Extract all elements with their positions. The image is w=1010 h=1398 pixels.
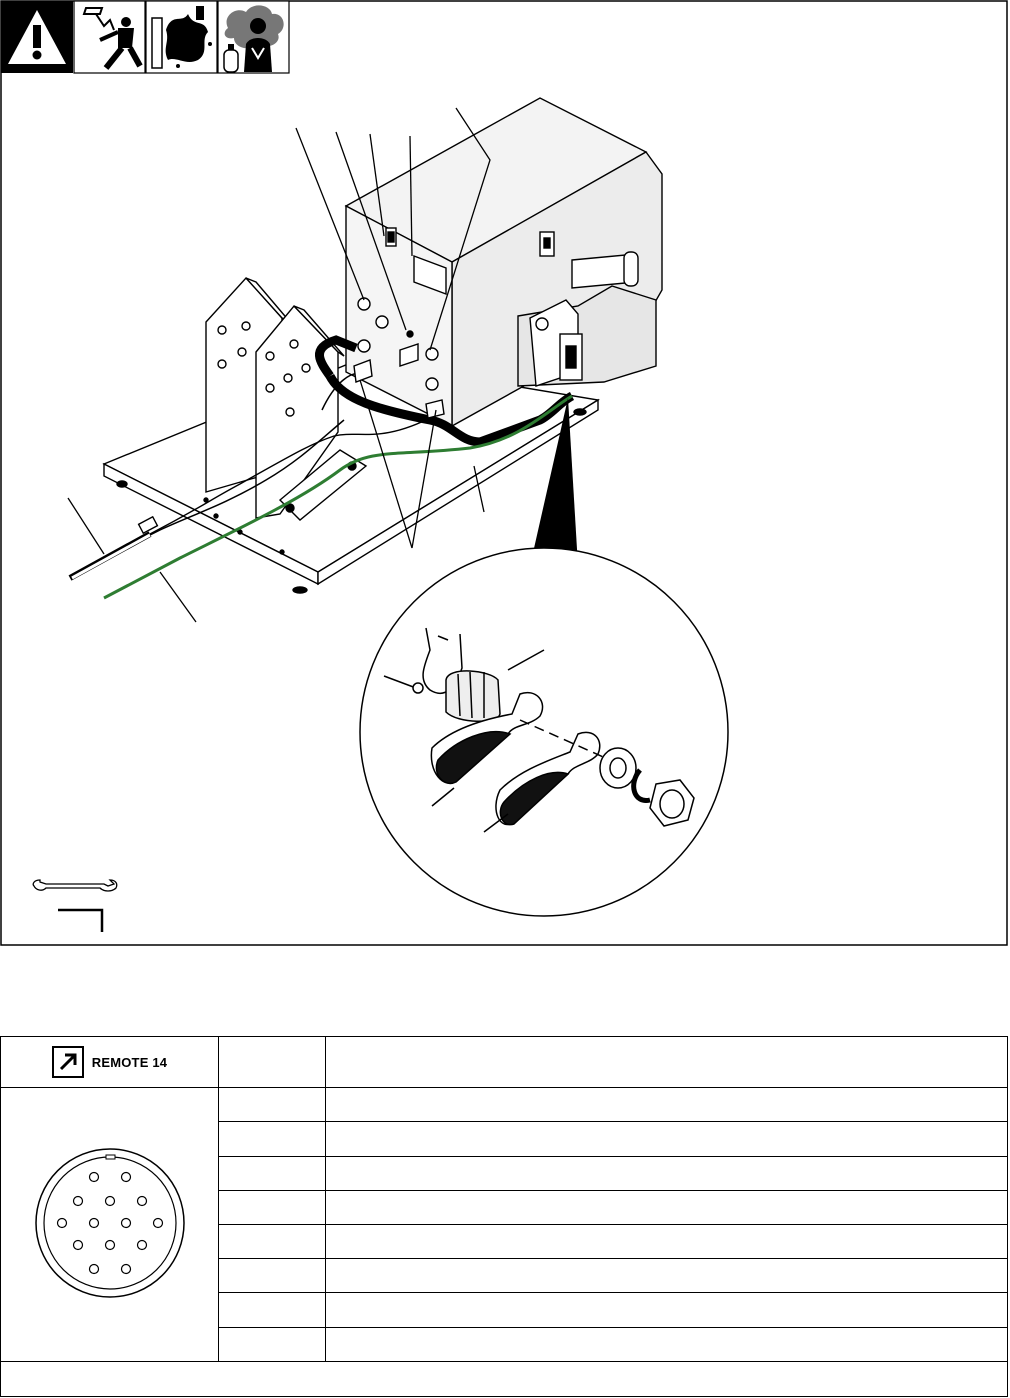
detail-view — [360, 548, 728, 916]
table-footer — [1, 1361, 1008, 1396]
fire-hazard-icon — [146, 1, 217, 73]
wrench-icon — [33, 880, 117, 891]
socket-cell — [219, 1088, 326, 1122]
connector-cell — [1, 1088, 219, 1362]
remote-14-label: REMOTE 14 — [91, 1054, 168, 1070]
feeder-housing — [346, 98, 662, 426]
table-footer-row — [1, 1361, 1008, 1396]
remote-14-label-cell — [1, 1037, 219, 1088]
socket-cell — [219, 1122, 326, 1156]
socket-cell — [219, 1225, 326, 1259]
info-cell — [326, 1327, 1008, 1361]
electric-shock-icon — [74, 1, 145, 73]
info-header — [326, 1037, 1008, 1088]
socket-cell — [219, 1259, 326, 1293]
socket-cell — [219, 1190, 326, 1224]
info-cell — [326, 1293, 1008, 1327]
socket-cell — [219, 1156, 326, 1190]
14-pin-connector-icon — [32, 1145, 188, 1301]
info-cell — [326, 1088, 1008, 1122]
socket-header — [219, 1037, 326, 1088]
info-cell — [326, 1122, 1008, 1156]
table-row — [1, 1088, 1008, 1122]
fumes-hazard-icon — [218, 1, 289, 73]
allen-wrench-icon — [58, 910, 102, 932]
socket-cell — [219, 1327, 326, 1361]
info-cell — [326, 1156, 1008, 1190]
remote-arrow-icon — [52, 1046, 84, 1078]
socket-cell — [219, 1293, 326, 1327]
remote-14-pin-table — [0, 1036, 1008, 1397]
info-cell — [326, 1190, 1008, 1224]
info-cell — [326, 1225, 1008, 1259]
info-cell — [326, 1259, 1008, 1293]
table-header-row — [1, 1037, 1008, 1088]
hazard-icons — [1, 1, 289, 73]
